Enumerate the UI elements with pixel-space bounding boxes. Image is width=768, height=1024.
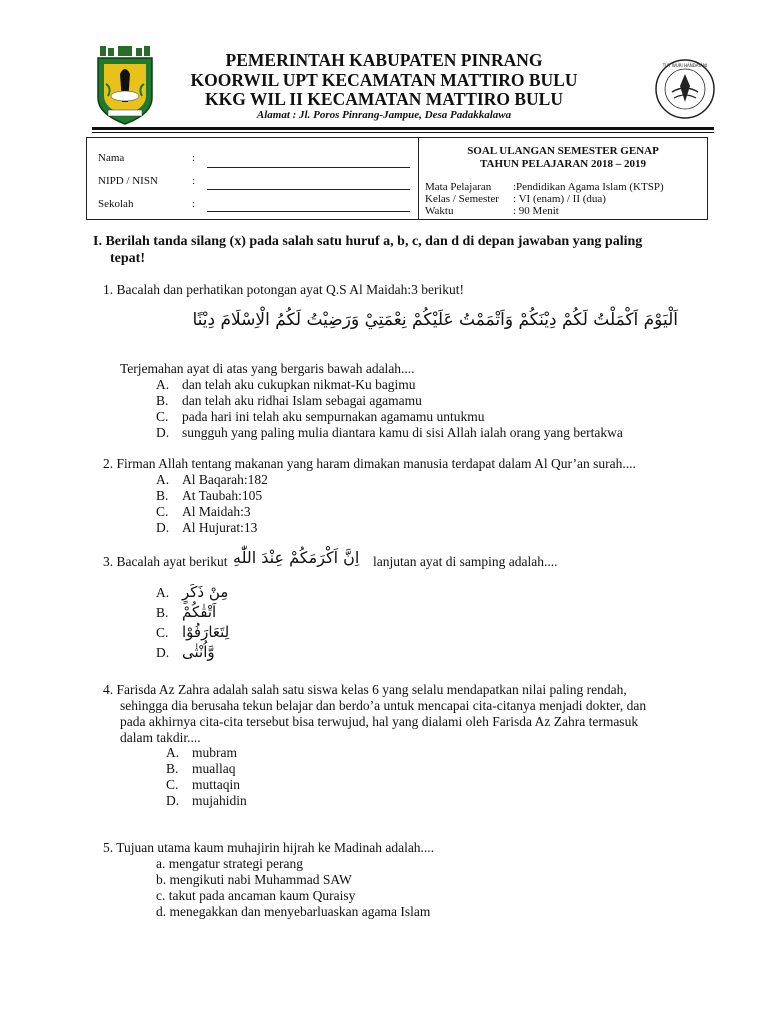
header-rule-thick — [92, 127, 714, 130]
q1-option-c[interactable]: C. pada hari ini telah aku sempurnakan agamamu untukmu — [156, 409, 485, 424]
exam-label-kelas: Kelas / Semester — [425, 193, 499, 205]
q4-option-b[interactable]: B. muallaq — [166, 761, 236, 776]
instruction-line-2: tepat! — [110, 251, 145, 266]
q5-option-d[interactable]: d. menegakkan dan menyebarluaskan agama Islam — [156, 904, 431, 919]
q3-option-a[interactable]: A. مِنْ ذَكَرٍ — [156, 583, 229, 601]
q5-option-c[interactable]: c. takut pada ancaman kaum Quraisy — [156, 888, 356, 903]
header-address: Alamat : Jl. Poros Pinrang-Jampue, Desa Padakkalawa — [256, 109, 512, 121]
q2-option-a[interactable]: A. Al Baqarah:182 — [156, 472, 268, 487]
svg-text:TUT WURI HANDAYANI: TUT WURI HANDAYANI — [662, 63, 708, 68]
q1-option-b[interactable]: B. dan telah aku ridhai Islam sebagai agamamu — [156, 393, 422, 408]
question-2: 2. Firman Allah tentang makanan yang haram dimakan manusia terdapat dalam Al Qur’an surah.... — [103, 456, 636, 471]
q2-option-d[interactable]: D. Al Hujurat:13 — [156, 520, 258, 535]
exam-value-kelas: : VI (enam) / II (dua) — [513, 193, 606, 205]
question-4-line-3: pada akhirnya cita-cita tersebut bisa terwujud, hal yang dialami oleh Farisda Az Zahra termasuk — [120, 714, 639, 729]
header-line-1: PEMERINTAH KABUPATEN PINRANG — [225, 50, 543, 70]
q1-option-a[interactable]: A. dan telah aku cukupkan nikmat-Ku bagimu — [156, 377, 416, 392]
field-sep-sekolah: : — [192, 198, 196, 210]
instruction-line-1: I. Berilah tanda silang (x) pada salah satu huruf a, b, c, dan d di depan jawaban yang paling — [93, 234, 643, 249]
q2-option-c[interactable]: C. Al Maidah:3 — [156, 504, 251, 519]
q4-option-d[interactable]: D. mujahidin — [166, 793, 247, 808]
exam-title-2: TAHUN PELAJARAN 2018 – 2019 — [479, 158, 647, 170]
exam-label-waktu: Waktu — [425, 205, 454, 217]
field-label-sekolah: Sekolah — [98, 198, 134, 210]
question-1: 1. Bacalah dan perhatikan potongan ayat Q.S Al Maidah:3 berikut! — [103, 282, 465, 297]
q1-option-d[interactable]: D. sungguh yang paling mulia diantara kamu di sisi Allah ialah orang yang bertakwa — [156, 425, 623, 440]
q1-arabic-verse: اَلْيَوْمَ اَكْمَلْتُ لَكُمْ دِيْنَكُمْ وَاَتْمَمْتُ عَلَيْكُمْ نِعْمَتِيْ وَرَضِيْتُ لَكُمُ الْاِسْلَامَ دِيْنًا — [192, 310, 678, 330]
q3-option-b[interactable]: B. اَتْقٰكُمْ — [156, 603, 217, 621]
q3-option-d[interactable]: D. وَّاُنْثٰى — [156, 643, 215, 661]
field-label-nipd: NIPD / NISN — [98, 175, 158, 187]
nama-input-line[interactable] — [207, 167, 410, 168]
question-3-prefix: 3. Bacalah ayat berikut — [103, 554, 228, 569]
q3-arabic-verse: اِنَّ اَكْرَمَكُمْ عِنْدَ اللّٰهِ — [233, 548, 360, 567]
q1-prompt: Terjemahan ayat di atas yang bergaris bawah adalah.... — [120, 361, 415, 376]
question-4-line-4: dalam takdir.... — [120, 730, 201, 745]
header-line-2: KOORWIL UPT KECAMATAN MATTIRO BULU — [190, 70, 578, 90]
header-line-3: KKG WIL II KECAMATAN MATTIRO BULU — [205, 89, 563, 109]
header-rule-thin — [92, 132, 714, 133]
question-4-line-2: sehingga dia berusaha tekun belajar dan berdo’a untuk mencapai cita-citanya menjadi dokter, dan — [120, 698, 647, 713]
question-5: 5. Tujuan utama kaum muhajirin hijrah ke Madinah adalah.... — [103, 840, 435, 855]
question-3-suffix: lanjutan ayat di samping adalah.... — [373, 554, 558, 569]
nipd-input-line[interactable] — [207, 189, 410, 190]
field-sep-nipd: : — [192, 175, 196, 187]
exam-value-waktu: : 90 Menit — [513, 205, 559, 217]
q2-option-b[interactable]: B. At Taubah:105 — [156, 488, 263, 503]
q4-option-c[interactable]: C. muttaqin — [166, 777, 240, 792]
q5-option-b[interactable]: b. mengikuti nabi Muhammad SAW — [156, 872, 352, 887]
field-sep-nama: : — [192, 152, 196, 164]
sekolah-input-line[interactable] — [207, 211, 410, 212]
q3-option-c[interactable]: C. لِتَعَارَفُوْا — [156, 623, 230, 641]
exam-value-mapel: :Pendidikan Agama Islam (KTSP) — [513, 181, 664, 193]
q4-option-a[interactable]: A. mubram — [166, 745, 237, 760]
question-4-line-1: 4. Farisda Az Zahra adalah salah satu siswa kelas 6 yang selalu mendapatkan nilai paling rendah, — [103, 682, 627, 697]
exam-title-1: SOAL ULANGAN SEMESTER GENAP — [467, 145, 659, 157]
exam-label-mapel: Mata Pelajaran — [425, 181, 492, 193]
q5-option-a[interactable]: a. mengatur strategi perang — [156, 856, 303, 871]
field-label-nama: Nama — [98, 152, 125, 164]
